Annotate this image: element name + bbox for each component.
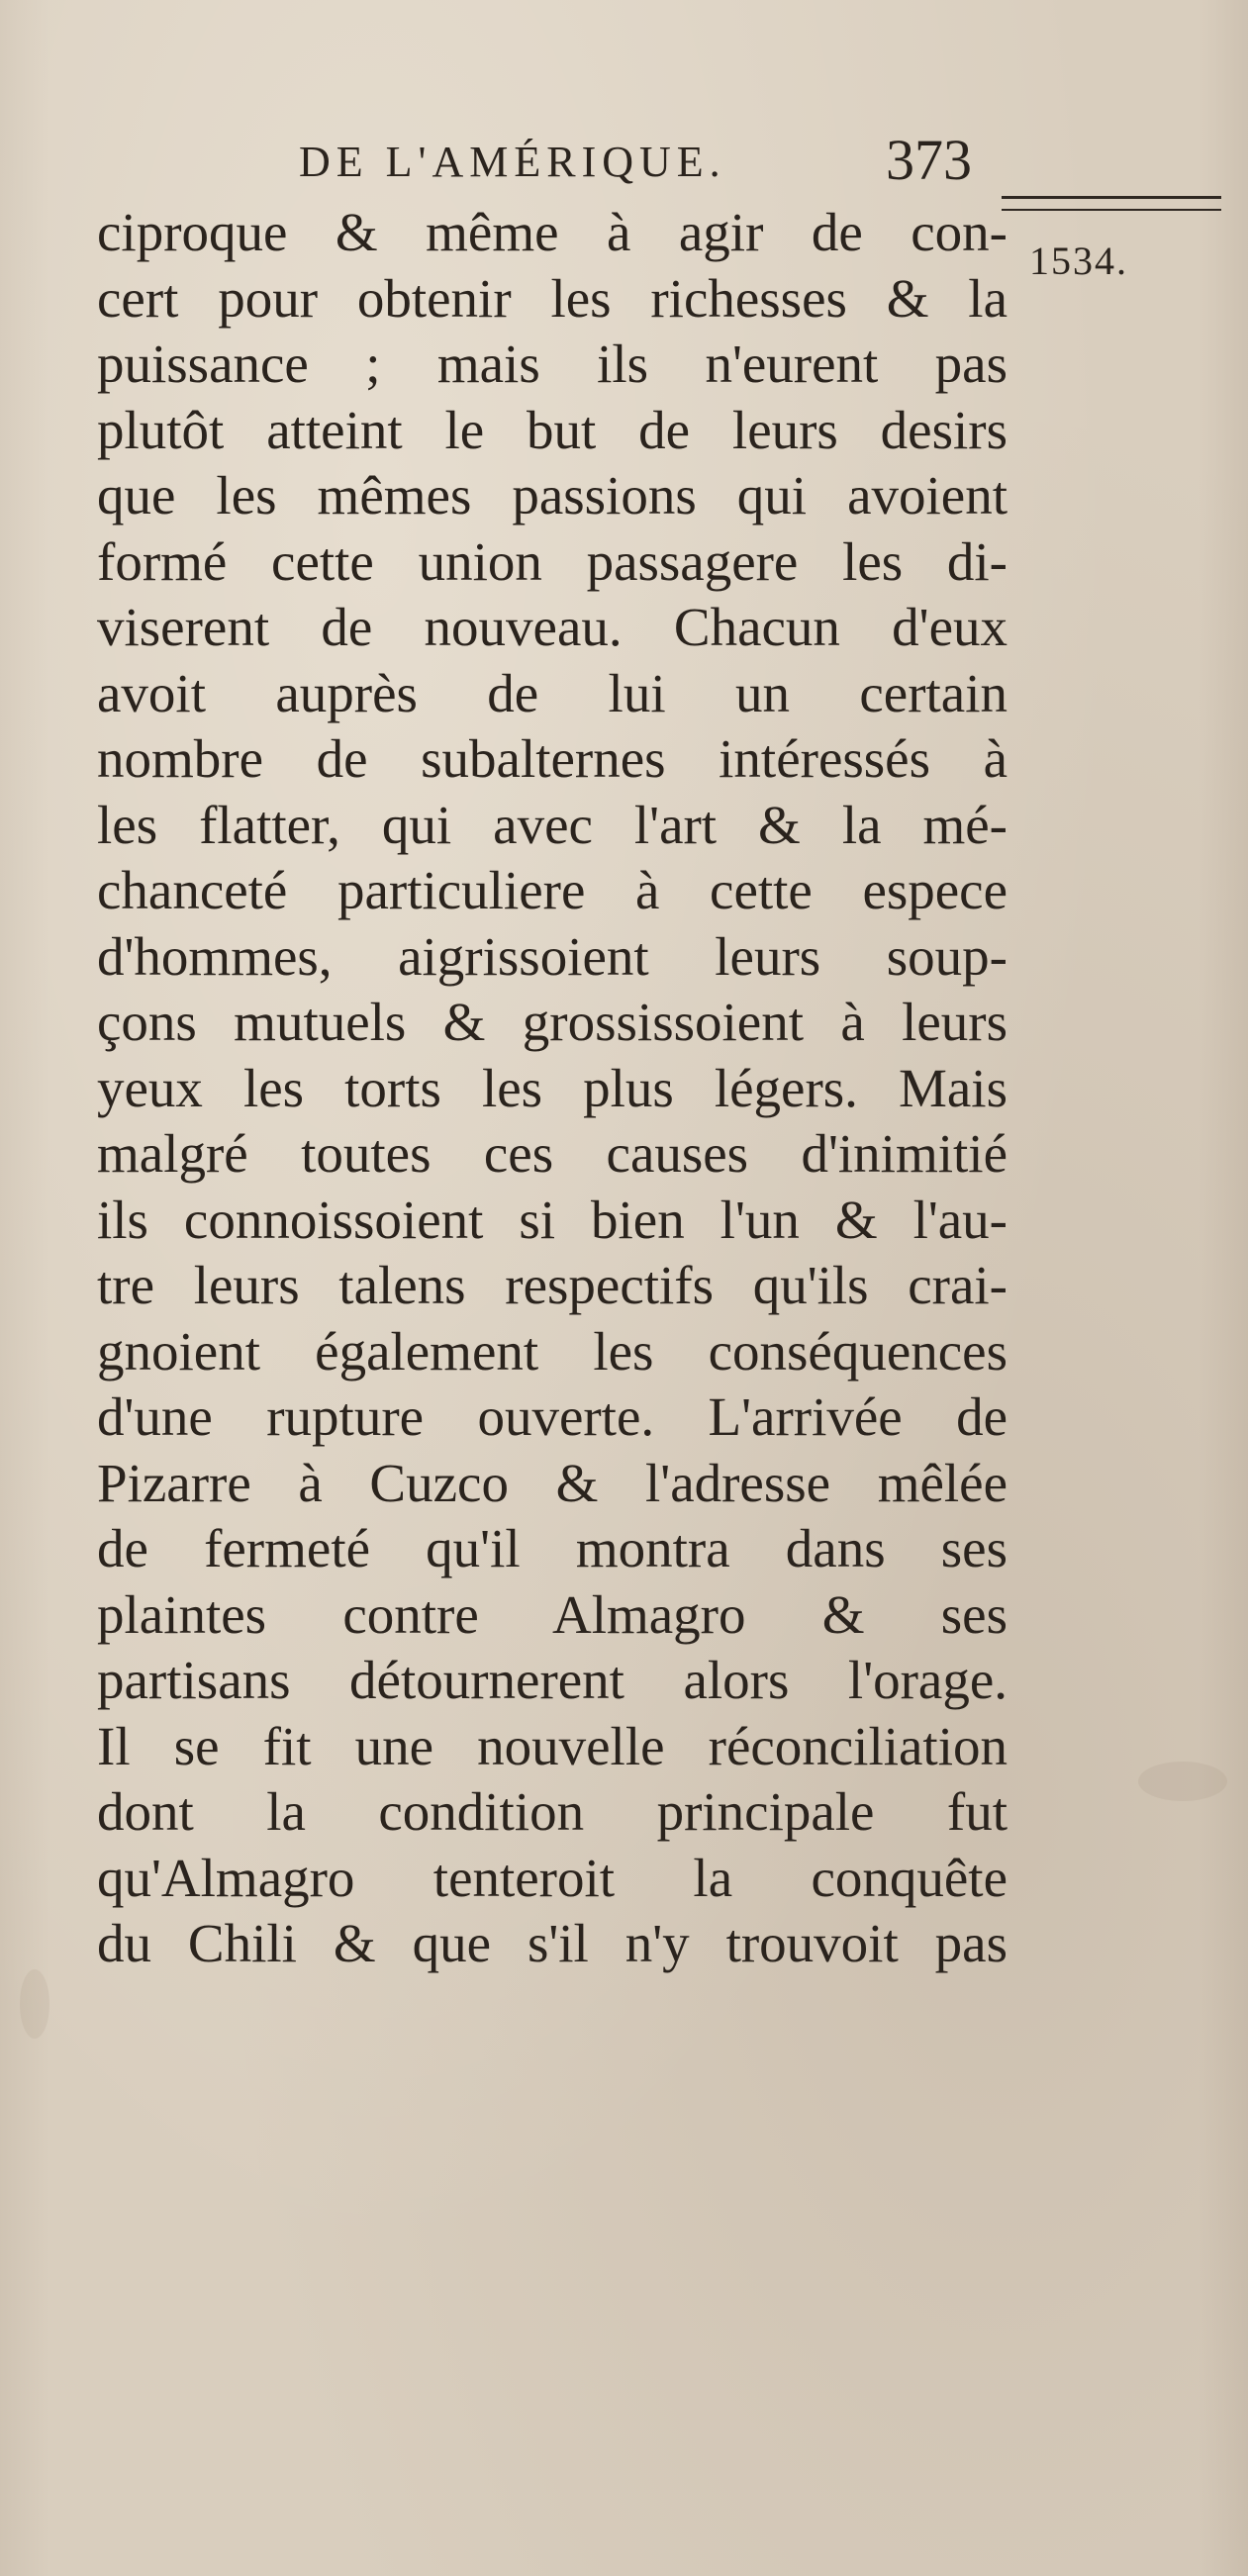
body-text: [97, 200, 1008, 1977]
text-line: cert pour obtenir les richesses & la: [97, 267, 1008, 329]
page-number: 373: [886, 128, 972, 192]
text-line: plaintes contre Almagro & ses: [97, 1583, 1008, 1645]
text-line: Pizarre à Cuzco & l'adresse mêlée: [97, 1452, 1008, 1513]
text-line: qu'Almagro tenteroit la conquête: [97, 1847, 1008, 1908]
paper-stain: [20, 1969, 49, 2039]
text-line: ciproque & même à agir de con-: [97, 202, 1008, 262]
text-line: formé cette union passagere les di-: [97, 530, 1008, 592]
text-line: dont la condition principale fut: [97, 1781, 1008, 1842]
text-line: les flatter, qui avec l'art & la mé-: [97, 794, 1008, 855]
header-rule: [1002, 196, 1221, 211]
text-line: d'hommes, aigrissoient leurs soup-: [97, 925, 1008, 987]
text-line: nombre de subalternes intéressés à: [97, 728, 1008, 789]
text-line: tre leurs talens respectifs qu'ils crai-: [97, 1255, 1008, 1315]
text-line: du Chili & que s'il n'y trouvoit pas: [97, 1913, 1008, 1973]
text-line: Il se fit une nouvelle réconciliation: [97, 1715, 1008, 1776]
text-line: ils connoissoient si bien l'un & l'au-: [97, 1189, 1008, 1250]
running-title: DE L'AMÉRIQUE.: [299, 138, 726, 186]
text-line: viserent de nouveau. Chacun d'eux: [97, 597, 1008, 657]
text-line: partisans détournerent alors l'orage.: [97, 1650, 1008, 1710]
text-line: de fermeté qu'il montra dans ses: [97, 1518, 1008, 1578]
text-line: malgré toutes ces causes d'inimitié: [97, 1123, 1008, 1184]
text-line: yeux les torts les plus légers. Mais: [97, 1057, 1008, 1118]
margin-year-note: 1534.: [1029, 239, 1128, 283]
text-line: que les mêmes passions qui avoient: [97, 465, 1008, 525]
text-line: chanceté particuliere à cette espece: [97, 860, 1008, 920]
text-line: puissance ; mais ils n'eurent pas: [97, 334, 1008, 394]
text-line: avoit auprès de lui un certain: [97, 662, 1008, 723]
text-line: plutôt atteint le but de leurs desirs: [97, 399, 1008, 460]
paper-stain: [1138, 1762, 1227, 1801]
text-line: çons mutuels & grossissoient à leurs: [97, 992, 1008, 1052]
text-line: d'une rupture ouverte. L'arrivée de: [97, 1386, 1008, 1447]
text-line: gnoient également les conséquences: [97, 1320, 1008, 1382]
